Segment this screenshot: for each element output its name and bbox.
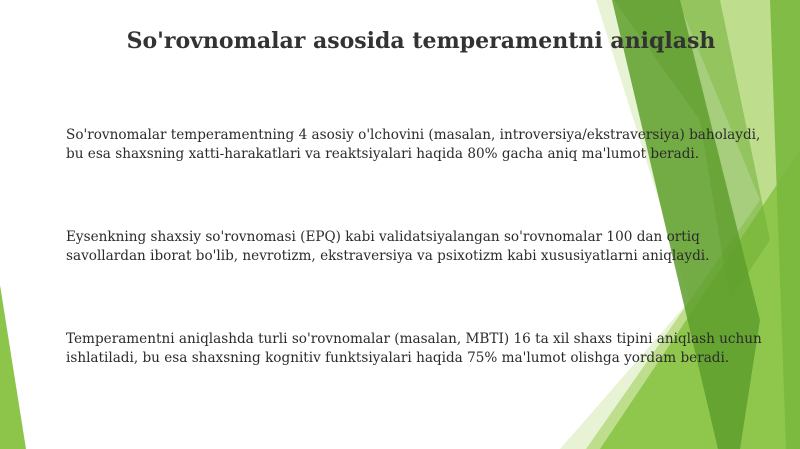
deco-left-shape [0, 285, 26, 449]
paragraph-2: Eysenkning shaxsiy so'rovnomasi (EPQ) kabi validatsiyalangan so'rovnomalar 100 dan ortiq savollardan iborat bo'lib, nevrotizm, ekstraversiya va psixotizm kabi xususiyatlarni aniqlaydi. [66, 229, 710, 264]
paragraph-1: So'rovnomalar temperamentning 4 asosiy o'lchovini (masalan, introversiya/ekstraversiya) baholaydi, bu esa shaxsning xatti-harakatlari va reaktsiyalari haqida 80% gacha aniq ma'lumot beradi. [66, 127, 761, 162]
slide-title: So'rovnomalar asosida temperamentni aniqlash [126, 28, 716, 54]
paragraph-3: Temperamentni aniqlashda turli so'rovnomalar (masalan, MBTI) 16 ta xil shaxs tipini aniqlash uchun ishlatiladi, bu esa shaxsning kognitiv funktsiyalari haqida 75% ma'lumot olishga yordam beradi. [66, 331, 762, 366]
